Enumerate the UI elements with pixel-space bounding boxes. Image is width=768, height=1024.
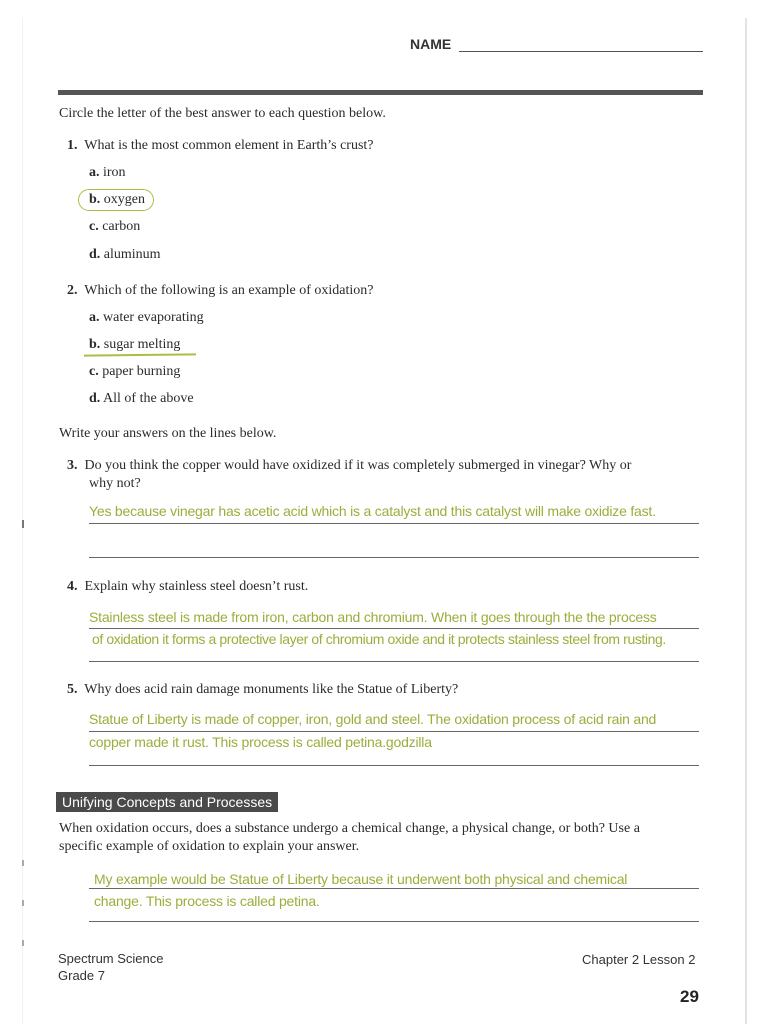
scan-mark [22,860,24,866]
scan-mark [22,900,24,906]
scan-mark [22,940,24,946]
option-letter: a. [89,310,100,325]
question-text: Do you think the copper would have oxidized if it was completely submerged in vinegar? Why or [84,458,632,473]
page-number: 29 [680,987,699,1006]
answer-line[interactable] [89,557,699,558]
option-letter: c. [89,364,99,379]
handwritten-answer: of oxidation it forms a protective layer of chromium oxide and it protects stainless steel from rusting. [92,631,666,647]
question-1 [67,138,374,154]
instructions-multiple-choice: Circle the letter of the best answer to each question below. [59,106,386,121]
answer-line[interactable] [89,661,699,662]
instructions-written: Write your answers on the lines below. [59,426,277,441]
footer-grade: Grade 7 [58,968,105,983]
question-text-continued: why not? [89,476,141,491]
answer-line[interactable] [89,765,699,766]
option-1c[interactable] [89,219,140,235]
option-text: All of the above [103,391,194,406]
footer-chapter: Chapter 2 Lesson 2 [582,952,696,967]
question-text: What is the most common element in Earth’s crust? [84,138,374,153]
option-text: water evaporating [103,310,204,325]
footer-publisher: Spectrum Science [58,951,164,966]
answer-line[interactable] [89,523,699,524]
handwritten-answer: copper made it rust. This process is called petina.godzilla [89,734,432,750]
question-number: 5. [67,682,78,697]
option-letter: d. [89,247,101,262]
option-text: sugar melting [103,337,181,352]
handwritten-answer: Statue of Liberty is made of copper, iron, gold and steel. The oxidation process of acid rain and [89,711,657,727]
answer-line[interactable] [89,888,699,889]
section-title: Unifying Concepts and Processes [56,792,278,812]
handwritten-answer: change. This process is called petina. [94,893,320,909]
option-1d[interactable] [89,247,161,263]
section-prompt-continued: specific example of oxidation to explain your answer. [59,839,360,854]
header-bar [58,90,703,95]
option-letter: c. [89,219,99,234]
handwritten-answer: Yes because vinegar has acetic acid which is a catalyst and this catalyst will make oxidize fast. [89,503,656,519]
scan-mark [22,520,24,528]
question-text: Explain why stainless steel doesn’t rust. [84,579,309,594]
question-text: Why does acid rain damage monuments like the Statue of Liberty? [84,682,459,697]
option-1a[interactable] [89,165,126,181]
option-text: carbon [102,219,141,234]
question-5 [67,682,458,698]
question-number: 4. [67,579,78,594]
option-2b[interactable] [89,337,180,353]
question-3 [67,458,631,474]
question-text: Which of the following is an example of oxidation? [84,283,374,298]
question-4 [67,579,308,595]
option-2c[interactable] [89,364,180,380]
question-number: 1. [67,138,78,153]
section-prompt: When oxidation occurs, does a substance undergo a chemical change, a physical change, or both? Use a [59,821,640,836]
option-text: aluminum [103,247,161,262]
answer-line[interactable] [89,731,699,732]
option-text: iron [103,165,126,180]
answer-circle-mark [78,189,154,211]
option-text: oxygen [103,192,146,207]
answer-line[interactable] [89,921,699,922]
question-number: 3. [67,458,78,473]
handwritten-answer: Stainless steel is made from iron, carbon and chromium. When it goes through the the process [89,609,657,625]
page-edge-right [745,18,747,1024]
option-letter: b. [89,337,101,352]
answer-line[interactable] [89,628,699,629]
option-letter: a. [89,165,100,180]
answer-underline-mark [84,353,196,356]
option-2d[interactable] [89,391,194,407]
question-number: 2. [67,283,78,298]
question-2 [67,283,374,299]
option-text: paper burning [102,364,181,379]
option-2a[interactable] [89,310,204,326]
option-letter: b. [89,192,101,207]
name-label: NAME [410,36,452,52]
name-line[interactable] [459,51,703,52]
option-letter: d. [89,391,101,406]
handwritten-answer: My example would be Statue of Liberty because it underwent both physical and chemical [94,871,628,887]
